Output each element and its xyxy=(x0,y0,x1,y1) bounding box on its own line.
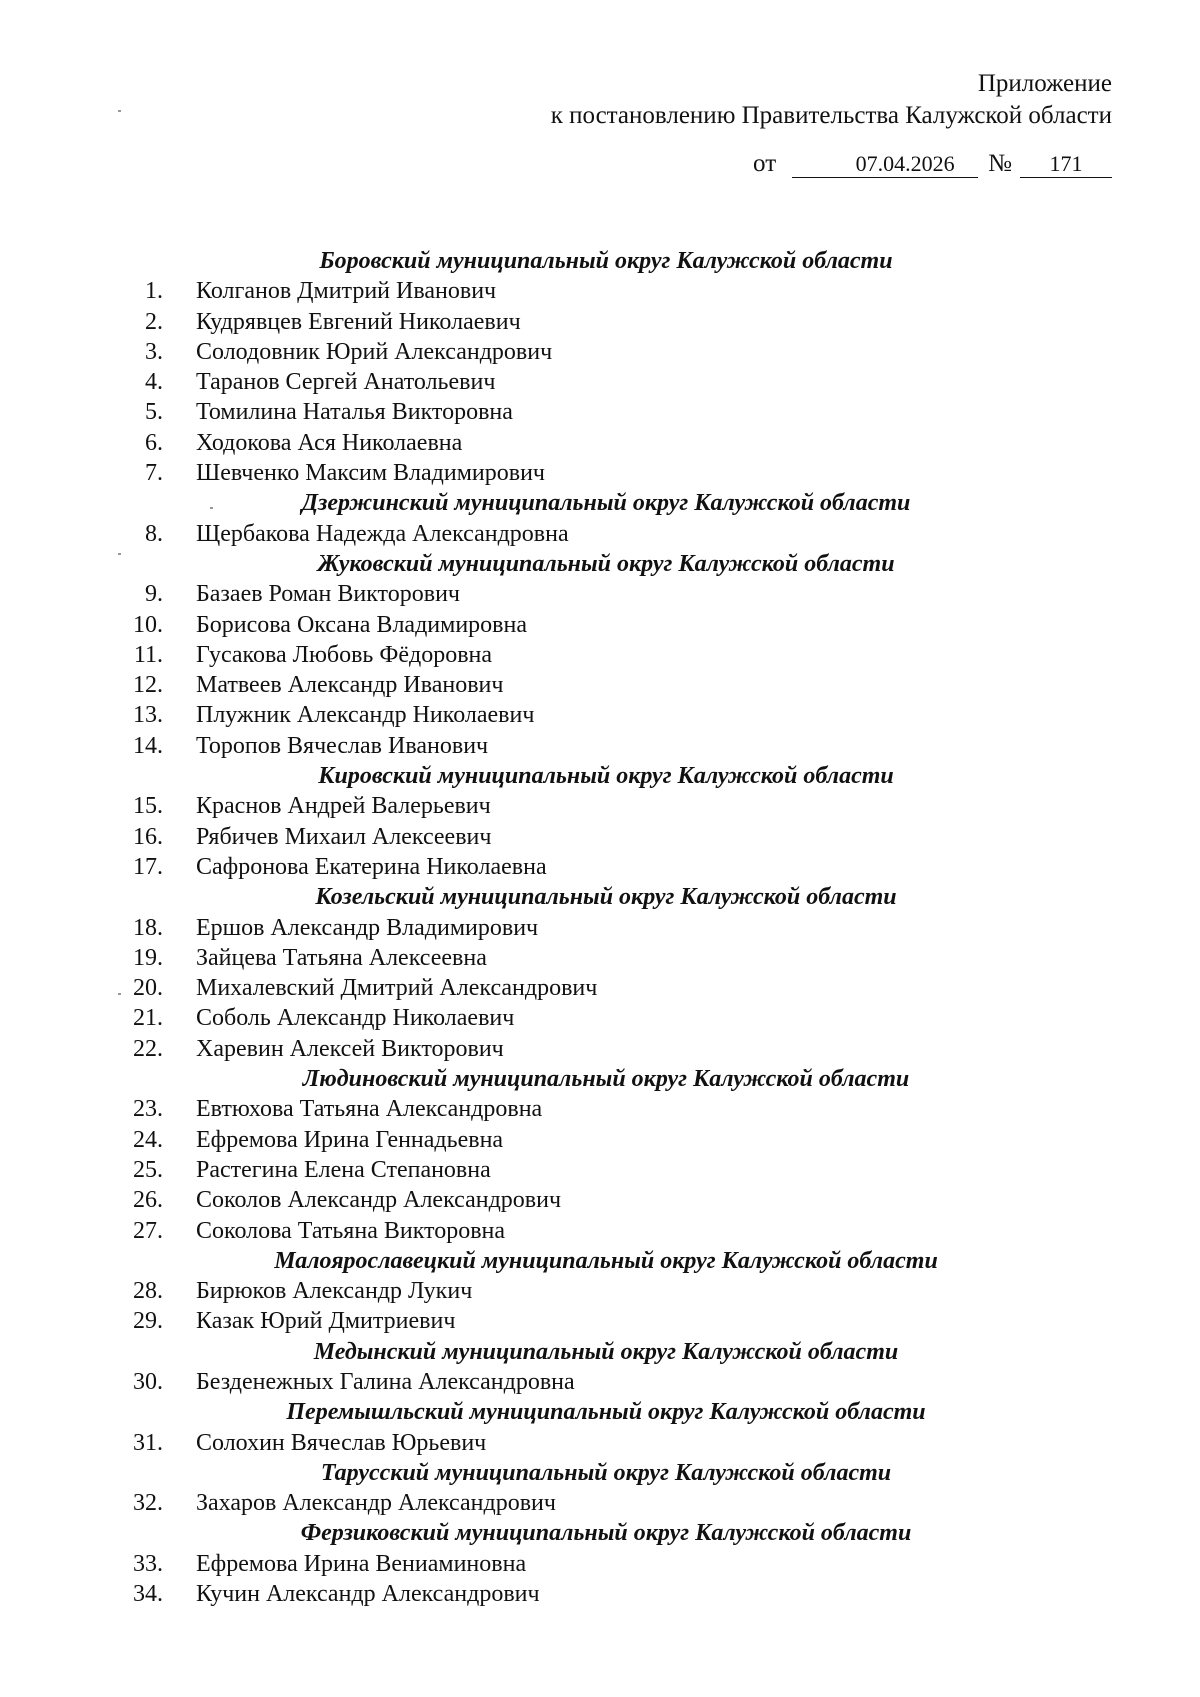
from-label: от xyxy=(753,150,777,177)
district-heading: Людиновский муниципальный округ Калужской области xyxy=(302,1066,910,1093)
item-number: 4. xyxy=(145,369,163,396)
list-item xyxy=(0,943,1200,973)
list-item xyxy=(0,852,1200,882)
list-item xyxy=(0,337,1200,367)
item-number: 31. xyxy=(133,1429,163,1456)
member-name: Колганов Дмитрий Иванович xyxy=(196,278,497,305)
member-name: Щербакова Надежда Александровна xyxy=(196,520,569,547)
member-name: Соколов Александр Александрович xyxy=(196,1187,562,1214)
list-item xyxy=(0,1216,1200,1246)
district-heading: Козельский муниципальный округ Калужской области xyxy=(315,884,897,911)
list-item xyxy=(0,276,1200,306)
member-name: Шевченко Максим Владимирович xyxy=(196,460,545,487)
member-name: Евтюхова Татьяна Александровна xyxy=(196,1096,543,1123)
list-item xyxy=(0,1094,1200,1124)
scan-speck xyxy=(118,993,121,995)
member-name: Торопов Вячеслав Иванович xyxy=(196,732,489,759)
member-name: Захаров Александр Александрович xyxy=(196,1490,556,1517)
member-name: Солохин Вячеслав Юрьевич xyxy=(196,1429,487,1456)
list-item xyxy=(0,822,1200,852)
list-item xyxy=(0,913,1200,943)
member-name: Безденежных Галина Александровна xyxy=(196,1368,575,1395)
item-number: 13. xyxy=(133,702,163,729)
district-heading: Жуковский муниципальный округ Калужской области xyxy=(317,550,895,577)
member-name: Харевин Алексей Викторович xyxy=(196,1035,504,1062)
item-number: 22. xyxy=(133,1035,163,1062)
list-item xyxy=(0,731,1200,761)
scan-speck xyxy=(118,110,121,112)
list-item xyxy=(0,670,1200,700)
district-heading: Дзержинский муниципальный округ Калужской области xyxy=(301,490,911,517)
item-number: 8. xyxy=(145,520,163,547)
item-number: 12. xyxy=(133,672,163,699)
list-item xyxy=(0,791,1200,821)
list-item xyxy=(0,1155,1200,1185)
member-name: Томилина Наталья Викторовна xyxy=(196,399,513,426)
item-number: 17. xyxy=(133,853,163,880)
item-number: 11. xyxy=(133,641,163,668)
item-number: 1. xyxy=(145,278,163,305)
list-item xyxy=(0,1367,1200,1397)
member-list xyxy=(0,246,1200,1609)
item-number: 3. xyxy=(145,338,163,365)
appendix-subtitle: к постановлению Правительства Калужской области xyxy=(550,102,1112,129)
member-name: Матвеев Александр Иванович xyxy=(196,672,504,699)
item-number: 33. xyxy=(133,1550,163,1577)
list-item xyxy=(0,458,1200,488)
list-item xyxy=(0,1125,1200,1155)
list-item xyxy=(0,519,1200,549)
scan-speck xyxy=(210,507,213,509)
item-number: 18. xyxy=(133,914,163,941)
item-number: 26. xyxy=(133,1187,163,1214)
appendix-title: Приложение xyxy=(977,70,1112,97)
item-number: 16. xyxy=(133,823,163,850)
list-item xyxy=(0,973,1200,1003)
member-name: Солодовник Юрий Александрович xyxy=(196,338,553,365)
number-label: № xyxy=(988,150,1012,177)
item-number: 7. xyxy=(145,460,163,487)
member-name: Ходокова Ася Николаевна xyxy=(196,429,463,456)
member-name: Соколова Татьяна Викторовна xyxy=(196,1217,506,1244)
member-name: Михалевский Дмитрий Александрович xyxy=(196,975,598,1002)
list-item xyxy=(0,1428,1200,1458)
item-number: 25. xyxy=(133,1156,163,1183)
member-name: Ефремова Ирина Вениаминовна xyxy=(196,1550,527,1577)
item-number: 19. xyxy=(133,944,163,971)
item-number: 6. xyxy=(145,429,163,456)
member-name: Соболь Александр Николаевич xyxy=(196,1005,515,1032)
item-number: 20. xyxy=(133,975,163,1002)
list-item xyxy=(0,307,1200,337)
item-number: 2. xyxy=(145,308,163,335)
district-heading: Тарусский муниципальный округ Калужской области xyxy=(320,1459,892,1486)
member-name: Плужник Александр Николаевич xyxy=(196,702,535,729)
item-number: 9. xyxy=(145,581,163,608)
district-heading: Перемышльский муниципальный округ Калужской области xyxy=(286,1399,926,1426)
item-number: 30. xyxy=(133,1368,163,1395)
list-item xyxy=(0,1185,1200,1215)
list-item xyxy=(0,428,1200,458)
item-number: 23. xyxy=(133,1096,163,1123)
item-number: 24. xyxy=(133,1126,163,1153)
list-item xyxy=(0,1034,1200,1064)
member-name: Базаев Роман Викторович xyxy=(196,581,460,608)
item-number: 14. xyxy=(133,732,163,759)
registration-number: 171 xyxy=(1020,151,1112,178)
list-item xyxy=(0,700,1200,730)
list-item xyxy=(0,1579,1200,1609)
list-item xyxy=(0,367,1200,397)
item-number: 32. xyxy=(133,1490,163,1517)
list-item xyxy=(0,1549,1200,1579)
member-name: Ершов Александр Владимирович xyxy=(196,914,539,941)
member-name: Краснов Андрей Валерьевич xyxy=(196,793,491,820)
member-name: Растегина Елена Степановна xyxy=(196,1156,491,1183)
list-item xyxy=(0,1306,1200,1336)
member-name: Зайцева Татьяна Алексеевна xyxy=(196,944,487,971)
item-number: 27. xyxy=(133,1217,163,1244)
list-item xyxy=(0,1488,1200,1518)
member-name: Кучин Александр Александрович xyxy=(196,1581,540,1608)
item-number: 15. xyxy=(133,793,163,820)
item-number: 28. xyxy=(133,1278,163,1305)
list-item xyxy=(0,397,1200,427)
member-name: Борисова Оксана Владимировна xyxy=(196,611,527,638)
item-number: 34. xyxy=(133,1581,163,1608)
district-heading: Кировский муниципальный округ Калужской области xyxy=(318,763,894,790)
scan-speck xyxy=(118,553,121,555)
document-header xyxy=(551,68,1112,132)
district-heading: Медынский муниципальный округ Калужской области xyxy=(313,1338,899,1365)
member-name: Сафронова Екатерина Николаевна xyxy=(196,853,547,880)
district-heading: Ферзиковский муниципальный округ Калужской области xyxy=(300,1520,912,1547)
list-item xyxy=(0,610,1200,640)
district-heading: Боровский муниципальный округ Калужской области xyxy=(319,248,893,274)
member-name: Кудрявцев Евгений Николаевич xyxy=(196,308,521,335)
list-item xyxy=(0,640,1200,670)
member-name: Ефремова Ирина Геннадьевна xyxy=(196,1126,504,1153)
item-number: 21. xyxy=(133,1005,163,1032)
member-name: Гусакова Любовь Фёдоровна xyxy=(196,641,493,668)
registration-line xyxy=(753,150,1112,178)
member-name: Таранов Сергей Анатольевич xyxy=(196,369,496,396)
registration-date: 07.04.2026 xyxy=(792,151,978,178)
member-name: Казак Юрий Дмитриевич xyxy=(196,1308,456,1335)
list-item xyxy=(0,1003,1200,1033)
list-item xyxy=(0,1276,1200,1306)
district-heading: Малоярославецкий муниципальный округ Калужской области xyxy=(274,1247,938,1274)
item-number: 10. xyxy=(133,611,163,638)
list-item xyxy=(0,579,1200,609)
member-name: Бирюков Александр Лукич xyxy=(196,1278,473,1305)
item-number: 29. xyxy=(133,1308,163,1335)
item-number: 5. xyxy=(145,399,163,426)
member-name: Рябичев Михаил Алексеевич xyxy=(196,823,492,850)
